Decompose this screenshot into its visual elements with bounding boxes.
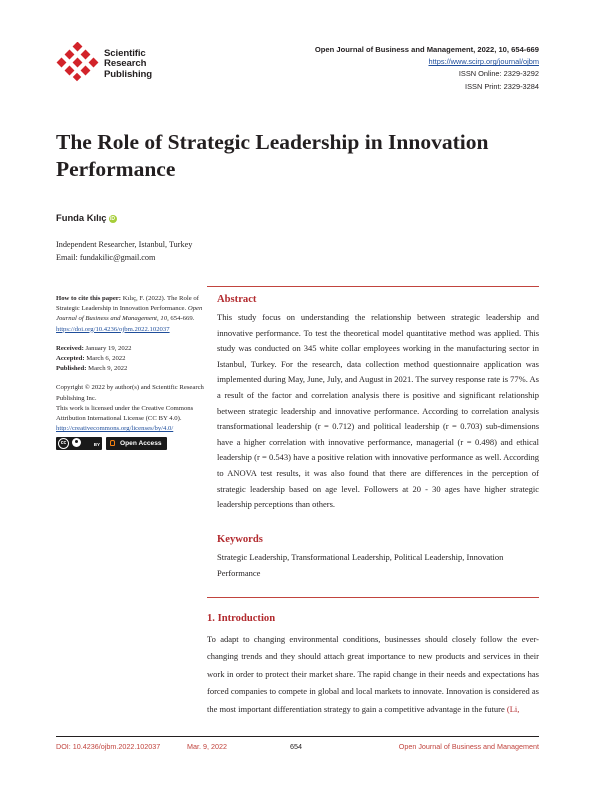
keywords-text: Strategic Leadership, Transformational Leadership, Political Leadership, Innovation Performance [217,552,504,578]
introduction-heading: 1. Introduction [207,613,276,624]
citation-block [56,294,204,335]
keywords-heading: Keywords [217,534,263,545]
received-label: Received: [56,344,84,352]
abstract-top-rule [207,286,539,287]
footer-doi[interactable]: DOI: 10.4236/ojbm.2022.102037 [56,742,161,751]
cc-by-badge-icon[interactable]: cc BY [56,437,102,450]
license-text: This work is licensed under the Creative Commons Attribution International License (CC BY 4.0). [56,404,194,423]
cite-journal: Open Journal of Business and Management, 10, [56,305,203,323]
publisher-line-2: Research [104,58,147,70]
open-lock-icon [110,440,115,446]
cc-by-label: BY [93,442,100,448]
open-access-label: Open Access [120,440,162,448]
published-date: March 9, 2022 [86,365,128,373]
license-link[interactable]: http://creativecommons.org/licenses/by/4.0/ [56,425,174,433]
copyright-text: Copyright © 2022 by author(s) and Scientific Research Publishing Inc. [56,384,204,402]
open-access-badge[interactable] [106,437,167,450]
email[interactable]: Email: fundakilic@gmail.com [56,253,156,262]
issn-online: ISSN Online: 2329-3292 [458,69,539,79]
cite-text: Kılıç, F. (2022). The Role of Strategic Leadership in Innovation Performance. [56,295,199,313]
affiliation-block [56,238,192,264]
scirp-logo-icon [56,42,100,82]
abstract-heading: Abstract [217,294,257,305]
accepted-label: Accepted: [56,355,85,363]
journal-meta [315,44,539,93]
doi-link[interactable]: https://doi.org/10.4236/ojbm.2022.102037 [56,325,170,333]
page-number: 654 [290,742,302,751]
affiliation: Independent Researcher, Istanbul, Turkey [56,240,193,249]
footer-journal-name: Open Journal of Business and Management [398,742,539,751]
cite-label: How to cite this paper: [56,295,122,302]
footer-rule [56,736,539,737]
publisher-name [104,49,152,80]
paper-title: The Role of Strategic Leadership in Innovation Performance [56,130,489,181]
published-label: Published: [56,365,87,373]
abstract-text: This study focus on understanding the relationship between strategic leadership and innovative performance. To test the theoretical model quantitative method was applied. This study was conducted on 345 white collar employees working in the manufacturing sector in Istanbul, Turkey. For the research, data collection method questionnaire application was implemented during May, June, July, and August in 2021. The survey response rate is 77%. As a result of the factor and correlation analysis there is positive and significant relationship between strategic leadership and innovative performance. According to correlation analysis transformational leadership (r = 0.712) and political leadership (r = 0.703) sub-dimensions have a higher correlation with innovative performance, managerial (r = 0.498) and ethical leadership (r = 0.543) have a positive relation with innovative performance as well. According to ANOVA test results, it was also found that there are differences in the perception of strategic leadership based on age level. Followers at 20 - 30 ages have higher strategic leadership perceptions than others. [217,312,539,510]
footer-date: Mar. 9, 2022 [187,742,227,751]
introduction-paragraph: To adapt to changing environmental conditions, businesses should closely follow the ever-changing trends and they should attach great importance to new products and services in their work in order to protect their market share. The rapid change in their needs and expectations has forced companies to compete in global and local markets to innovate. Innovation is considered as the most important differentiation strategy to gain a competitive advantage in the future [207,634,539,714]
cite-pages: 654-669. [168,315,195,323]
dates-block [56,344,204,375]
intro-top-rule [207,597,539,598]
orcid-icon[interactable]: iD [110,216,116,222]
received-date: January 19, 2022 [83,344,132,352]
publisher-line-1: Scientific [104,48,146,59]
accepted-date: March 6, 2022 [84,355,126,363]
journal-citation: Open Journal of Business and Management, 2022, 10, 654-669 [314,45,539,54]
article-info-sidebar [56,294,204,451]
introduction-text [207,631,539,718]
journal-url-link[interactable]: https://www.scirp.org/journal/ojbm [428,57,539,67]
badge-row [56,437,204,451]
author-line [56,212,117,223]
issn-print: ISSN Print: 2329-3284 [465,81,539,91]
reference-link[interactable]: (Li, [506,703,520,714]
author-name: Funda Kılıç [56,212,107,223]
license-block [56,383,204,451]
publisher-line-3: Publishing [104,68,153,80]
